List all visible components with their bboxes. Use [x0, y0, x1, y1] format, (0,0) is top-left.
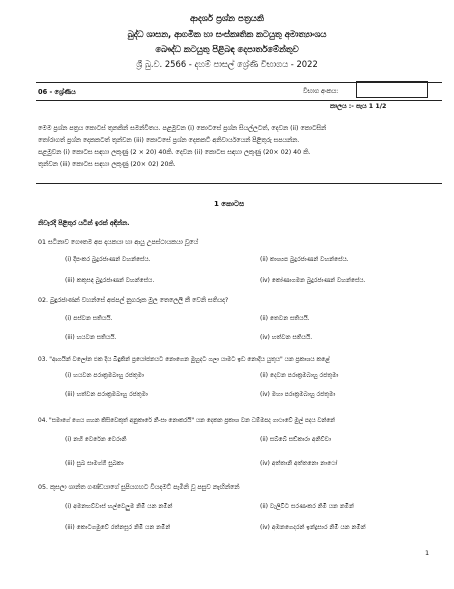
grade-divider: [36, 100, 442, 101]
question-4-option-ii[interactable]: (ii) සබ්බේ සඞ්කාරා අනිච්චා: [260, 436, 332, 443]
question-1-option-ii[interactable]: (ii) කාශ්‍යප බුදුරජාණන් වහන්සේය.: [260, 256, 349, 263]
section-instruction: නිවැරදි පිළිතුර යටින් ඉරක් අඳින්න.: [38, 220, 130, 227]
header-exam: ශ්‍රී බු.ව. 2566 - දහම් පාසල් ශ්‍රේණි විභාගය - 2022: [136, 59, 318, 69]
index-number-box[interactable]: [356, 81, 428, 98]
index-number-label: විභාග අංකය:: [303, 88, 339, 95]
header-title: ආදර්ශ ප්‍රශ්න පත්‍රයකි: [190, 14, 264, 24]
question-1-option-iii[interactable]: (iii) කකුසඳ බුදුරජාණන් වහන්සේය.: [65, 277, 155, 284]
question-3-option-i[interactable]: (i) හයවන පරාක්‍රමබාහු රජතුමා: [65, 372, 144, 379]
instruction-line: තෝරාගත් ප්‍රශ්න දෙකකටත් තුන්වන (iii) කොටසේ ප්‍රශ්න දෙකකට් අනිවාර්යයෙන් පිළිතුරු සපයන්න.: [38, 137, 300, 144]
instruction-line: තුන්වන (iii) කොටස සඳහා ලකුණු (20× 02) 20කි.: [38, 161, 176, 168]
page-number: 1: [425, 549, 430, 557]
question-2-option-i[interactable]: (i) පස්වන සතියයි.: [65, 315, 113, 322]
question-4-option-iv[interactable]: (iv) අත්තානි අත්තනො නාථෝ: [260, 460, 338, 467]
question-5-option-iv[interactable]: (iv) අඹනගෙදරන් ඉන්ද්‍රසාර නිමි යන නමින්: [260, 524, 366, 531]
question-3-option-iii[interactable]: (iii) හත්වන පරාක්‍රමබාහු රජතුමා: [65, 391, 148, 398]
question-5-option-i[interactable]: (i) අමනභව්වාස් හල්වෙලුම නිමි යන නමින්: [65, 503, 173, 510]
question-1: 01 සටීනාව ගෞතම අප දායකයා හා ආයු උපස්ථායකයා වූයේ: [38, 239, 199, 246]
question-4: 04. "සමාගේ ගෙය ගහන කිසිවෙකුත් අනුකාරේ නී-සා නොකරයි" යන දෙකන ප්‍රකාශ වන ධම්මපද ගාථාවේ මුල් පදය වන්නේ: [38, 418, 335, 424]
question-5: 05. කුසලා ශාන්ත ගණ්ඩයාගේ සුපියගහට වියදමට් පැමිනි වූ පසුව නැඟින්නේ: [38, 484, 240, 491]
question-3-option-ii[interactable]: (ii) දෙවන පරාක්‍රමබාහු රජතුමා: [260, 372, 339, 379]
question-1-option-iv[interactable]: (iv) කෝණාගමන බුදුරජාණන් වහන්සේය.: [260, 277, 366, 284]
instruction-line: මෙම ප්‍රශ්න පත්‍රය කොටස් තුනකින් සමන්විතය. පළමුවන (i) කොටසේ ප්‍රශ්න සියල්ලටත්, දෙවන (ii) කොටසින්: [38, 125, 327, 132]
header-department: බෞද්ධ කටයුතු පිළිබඳ දෙපාර්තමේන්තුව: [155, 44, 299, 54]
grade-label: 06 - ශ්‍රේණිය: [38, 88, 76, 96]
header-ministry: බුද්ධ ශාසන, ආගමික හා සංස්කෘතික කටයුතු අමාත්‍යාංශය: [127, 29, 327, 39]
instructions-divider: [36, 183, 442, 184]
question-5-option-iii[interactable]: (iii) කොටගමුවේ රත්නසූර නිමි යන නමින්: [65, 524, 171, 531]
question-2: 02. බුදුරජාණන් වහන්සේ අජපල් නුගරුක මුල තෙලෙලි කී වෙනි සතියද?: [38, 297, 229, 304]
question-1-option-i[interactable]: (i) දීපංකර බුදුරජාණන් වහන්සේය.: [65, 256, 151, 263]
instruction-line: පළමුවන (i) කොටස සඳහා ලකුණු (2 × 20) 40කි. දෙවන (ii) කොටස සඳහා ලකුණු (20× 02) 40 කි.: [38, 149, 311, 156]
question-3: 03. "ආගයින් වලෝන එක දිය බිඳුකින් ප්‍රයෝජනයට නොගෙන මුහුදට ගලා යාමට ඉඩ නොදිය යුතුය" යන ප්‍රකාශය කළේ: [38, 357, 330, 363]
time-allowed: කාලය :- පැය 1 1/2: [330, 103, 387, 110]
question-5-option-ii[interactable]: (ii) වැලිවිට සරණංකර නිමි යන නමින්: [260, 503, 354, 510]
question-2-option-iii[interactable]: (iii) හයවන සතියයි.: [65, 334, 117, 341]
section-title: 1 කොටස: [214, 200, 245, 208]
question-2-option-ii[interactable]: (ii) තෙවන සතියයි.: [260, 315, 310, 322]
question-2-option-iv[interactable]: (iv) හත්වන සතියයි.: [260, 334, 313, 341]
question-4-option-iii[interactable]: (iii) සුඛ සාමග්ගී සුඛකා: [65, 460, 124, 467]
question-3-option-iv[interactable]: (iv) මහා පරාක්‍රමබාහු රජතුමා: [260, 391, 336, 398]
question-4-option-i[interactable]: (i) නහි වෙරේන වෙරානි: [65, 436, 127, 443]
